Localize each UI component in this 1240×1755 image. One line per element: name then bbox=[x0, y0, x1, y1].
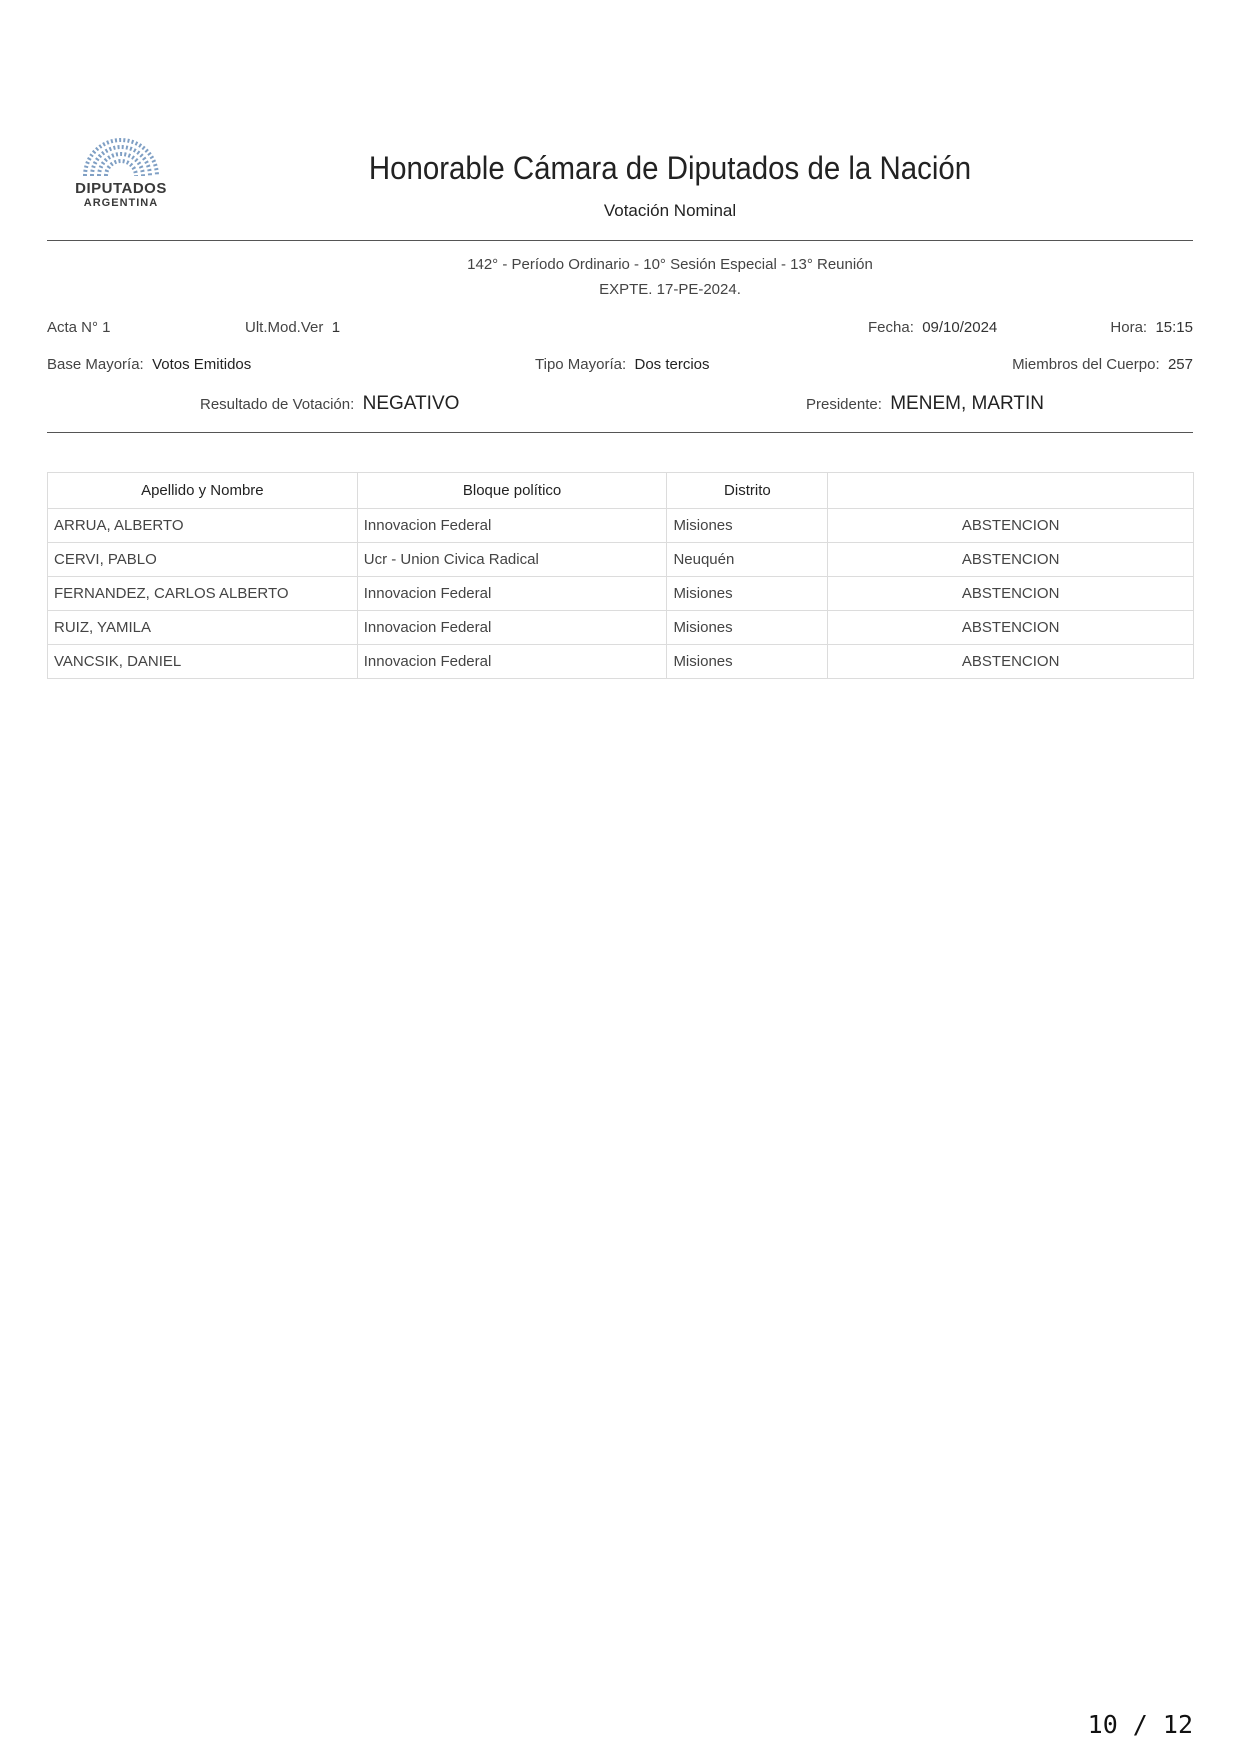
logo bbox=[66, 134, 176, 214]
header-distrito: Distrito bbox=[667, 473, 828, 509]
cell-bloque: Ucr - Union Civica Radical bbox=[357, 543, 667, 577]
resultado-value: NEGATIVO bbox=[362, 393, 460, 414]
cell-voto: ABSTENCION bbox=[828, 645, 1194, 679]
header-bloque: Bloque político bbox=[357, 473, 667, 509]
hora-value: 15:15 bbox=[1155, 319, 1193, 336]
cell-voto: ABSTENCION bbox=[828, 611, 1194, 645]
ult-mod-ver bbox=[245, 319, 340, 336]
presidente-value: MENEM, MARTIN bbox=[890, 393, 1044, 414]
cell-name: ARRUA, ALBERTO bbox=[48, 509, 358, 543]
cell-name: CERVI, PABLO bbox=[48, 543, 358, 577]
fecha-label: Fecha: bbox=[868, 319, 914, 336]
tipo-mayoria bbox=[535, 356, 710, 373]
tipo-mayoria-label: Tipo Mayoría: bbox=[535, 356, 627, 373]
table-row bbox=[48, 509, 1194, 543]
base-mayoria bbox=[47, 356, 251, 373]
header-voto bbox=[828, 473, 1194, 509]
header-name: Apellido y Nombre bbox=[48, 473, 358, 509]
table-header-row bbox=[48, 473, 1194, 509]
page-indicator: 10 / 12 bbox=[1087, 1710, 1193, 1739]
cell-voto: ABSTENCION bbox=[828, 577, 1194, 611]
presidente bbox=[806, 393, 1044, 415]
cell-distrito: Misiones bbox=[667, 611, 828, 645]
session-line: 142° - Período Ordinario - 10° Sesión Especial - 13° Reunión bbox=[467, 256, 873, 273]
logo-name: DIPUTADOS bbox=[75, 180, 167, 197]
cell-name: RUIZ, YAMILA bbox=[48, 611, 358, 645]
cell-bloque: Innovacion Federal bbox=[357, 577, 667, 611]
tipo-mayoria-value: Dos tercios bbox=[634, 356, 710, 373]
base-mayoria-value: Votos Emitidos bbox=[152, 356, 252, 373]
cell-distrito: Misiones bbox=[667, 509, 828, 543]
table-row bbox=[48, 577, 1194, 611]
miembros-value: 257 bbox=[1167, 356, 1193, 373]
expediente-line: EXPTE. 17-PE-2024. bbox=[599, 281, 741, 298]
page-title: Honorable Cámara de Diputados de la Nación bbox=[368, 150, 972, 186]
base-mayoria-label: Base Mayoría: bbox=[47, 356, 144, 373]
votes-table bbox=[47, 472, 1194, 679]
table-row bbox=[48, 611, 1194, 645]
cell-distrito: Misiones bbox=[667, 645, 828, 679]
cell-name: VANCSIK, DANIEL bbox=[48, 645, 358, 679]
parliament-emblem-icon bbox=[79, 134, 163, 178]
fecha bbox=[868, 319, 997, 336]
cell-distrito: Misiones bbox=[667, 577, 828, 611]
cell-bloque: Innovacion Federal bbox=[357, 645, 667, 679]
hora bbox=[1110, 319, 1193, 336]
cell-bloque: Innovacion Federal bbox=[357, 509, 667, 543]
logo-country: ARGENTINA bbox=[83, 197, 159, 209]
hora-label: Hora: bbox=[1110, 319, 1148, 336]
miembros-cuerpo bbox=[1012, 356, 1193, 373]
ult-mod-value: 1 bbox=[331, 319, 341, 336]
acta-number: Acta N° 1 bbox=[47, 319, 111, 336]
page-subtitle: Votación Nominal bbox=[603, 201, 737, 220]
ult-mod-label: Ult.Mod.Ver bbox=[245, 319, 324, 336]
cell-bloque: Innovacion Federal bbox=[357, 611, 667, 645]
table-row bbox=[48, 645, 1194, 679]
cell-distrito: Neuquén bbox=[667, 543, 828, 577]
miembros-label: Miembros del Cuerpo: bbox=[1012, 356, 1160, 373]
header-divider bbox=[47, 240, 1193, 241]
info-divider bbox=[47, 432, 1193, 433]
cell-voto: ABSTENCION bbox=[828, 509, 1194, 543]
presidente-label: Presidente: bbox=[806, 396, 882, 413]
resultado-votacion bbox=[200, 393, 459, 415]
resultado-label: Resultado de Votación: bbox=[200, 396, 355, 413]
cell-voto: ABSTENCION bbox=[828, 543, 1194, 577]
table-row bbox=[48, 543, 1194, 577]
fecha-value: 09/10/2024 bbox=[922, 319, 998, 336]
cell-name: FERNANDEZ, CARLOS ALBERTO bbox=[48, 577, 358, 611]
